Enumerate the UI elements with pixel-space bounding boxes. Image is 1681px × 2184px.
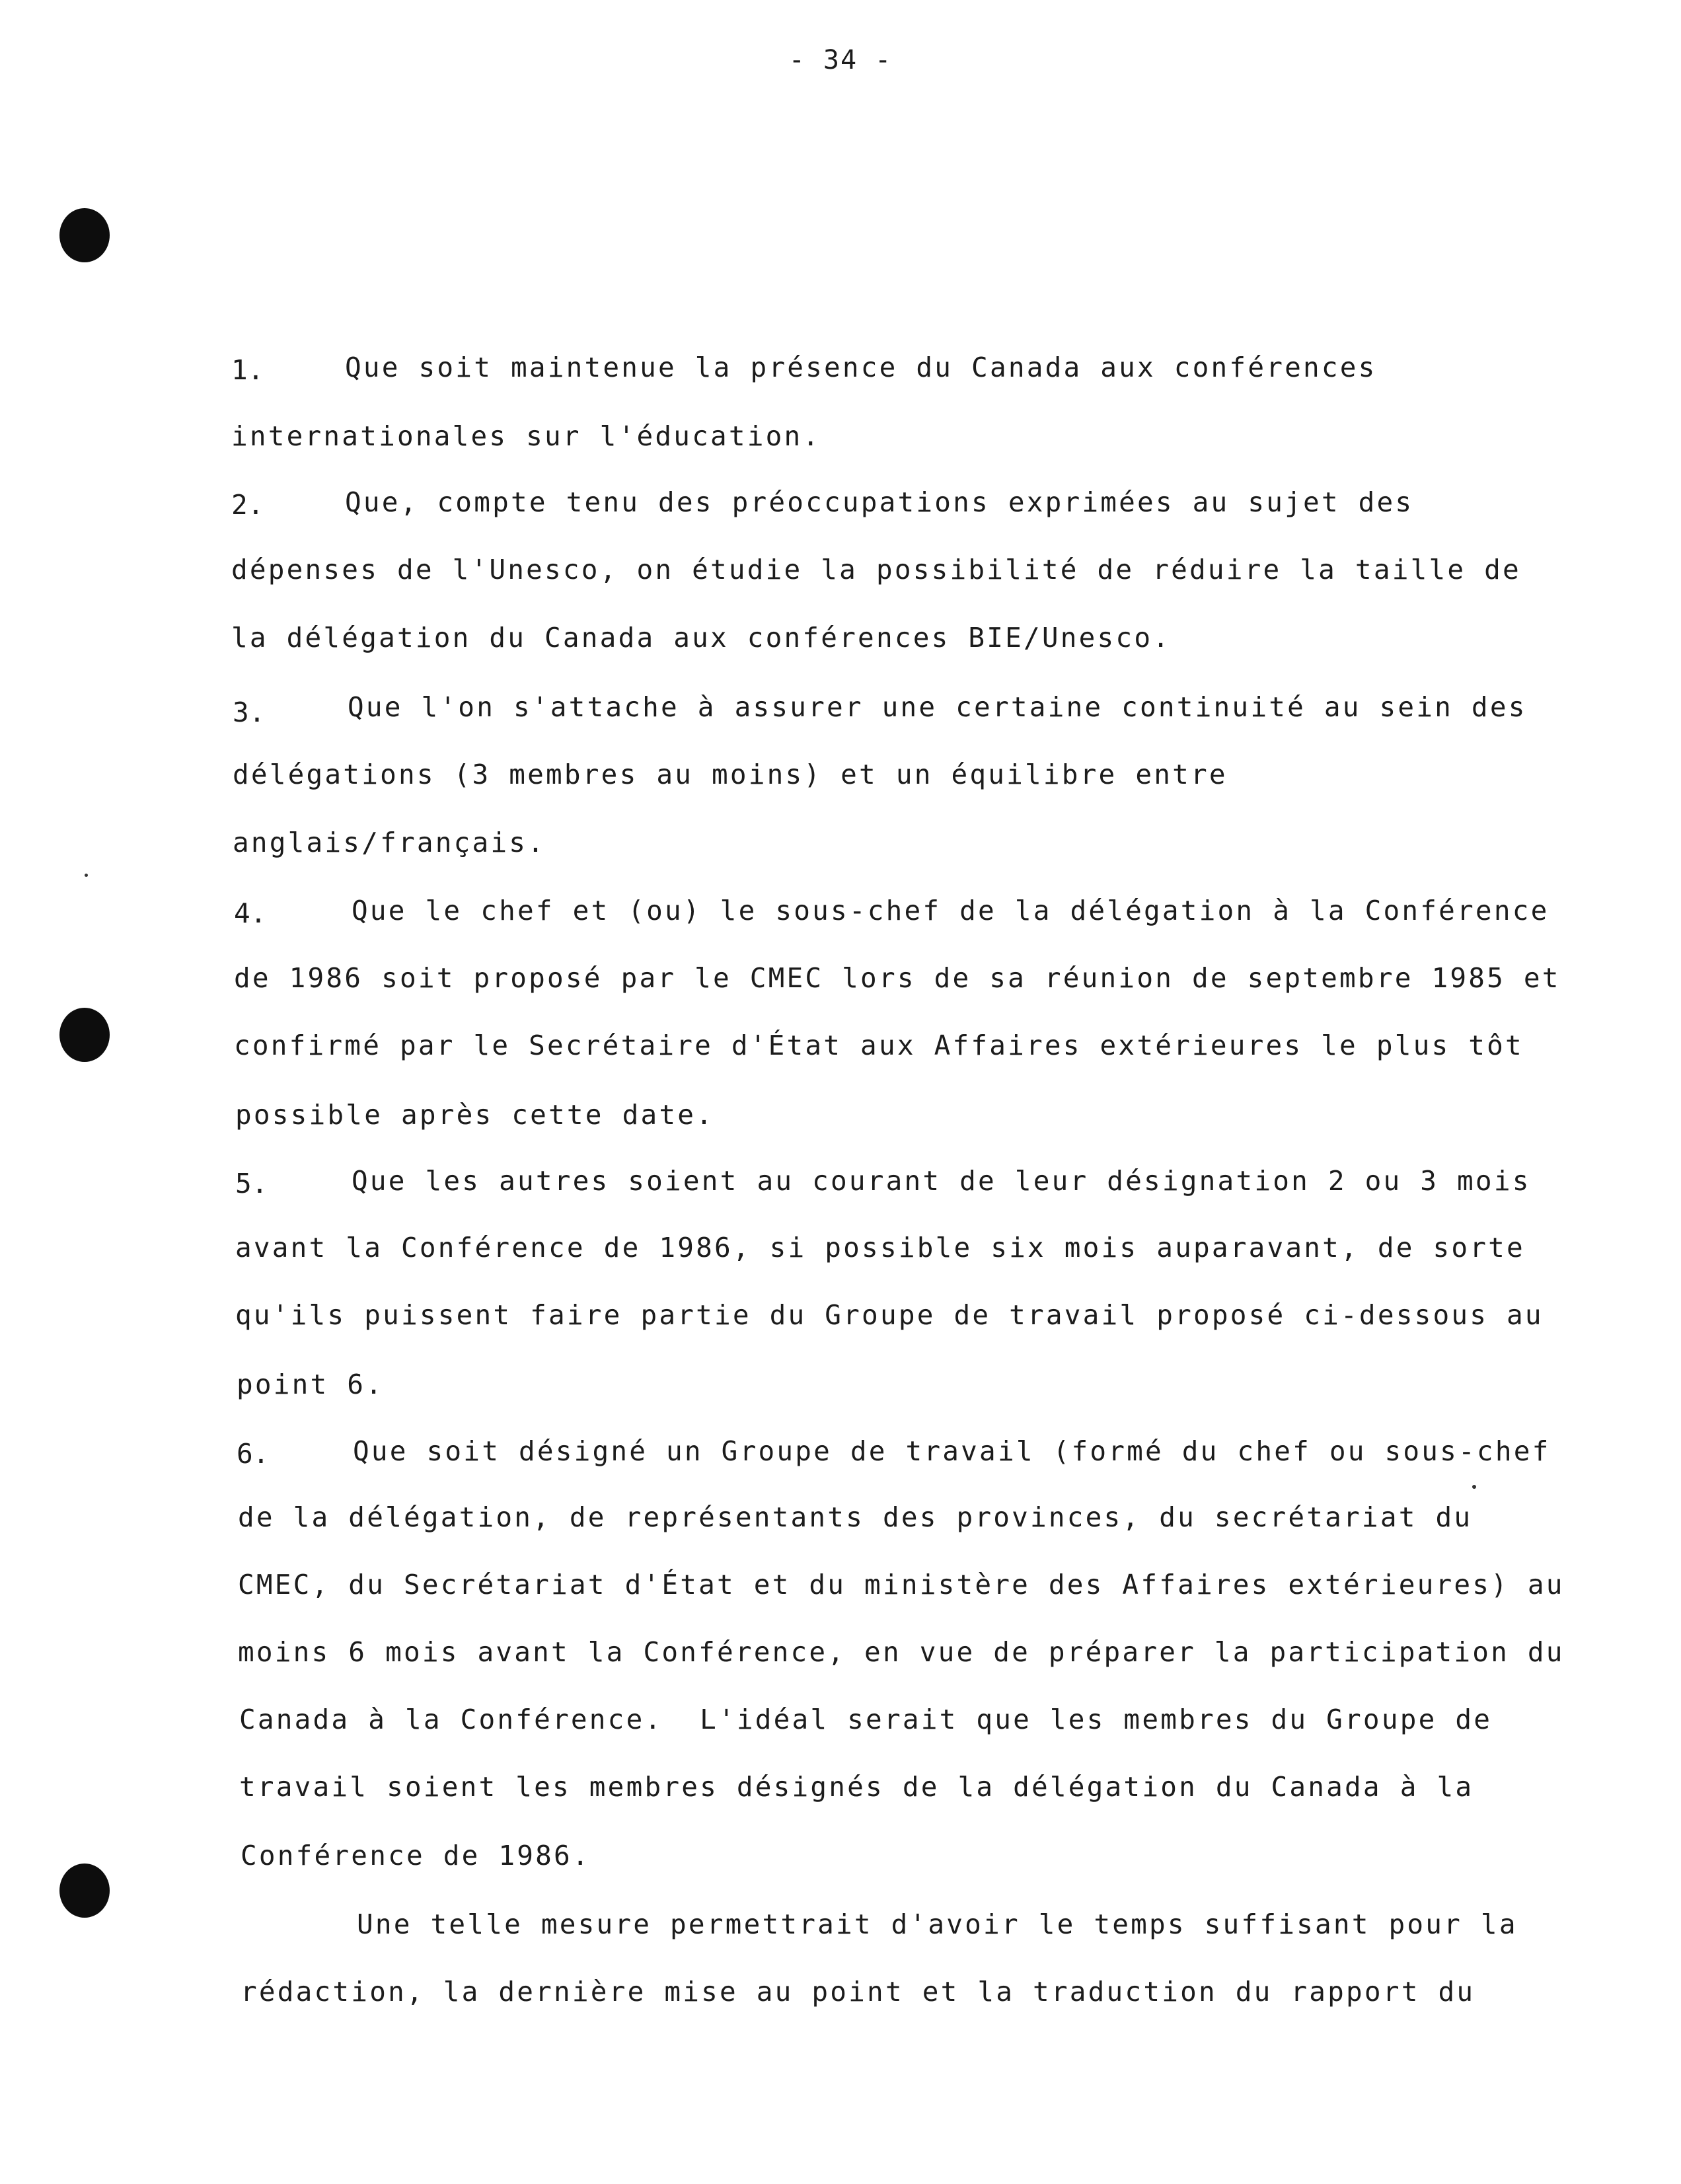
item-number: 3. bbox=[233, 697, 266, 728]
item-line: Que le chef et (ou) le sous-chef de la délégation à la Conférence bbox=[352, 895, 1550, 926]
closing-paragraph-line: rédaction, la dernière mise au point et la traduction du rapport du bbox=[241, 1976, 1476, 2008]
item-line: de 1986 soit proposé par le CMEC lors de sa réunion de septembre 1985 et bbox=[234, 962, 1561, 994]
item-number: 5. bbox=[235, 1168, 268, 1199]
item-line: confirmé par le Secrétaire d'État aux Affaires extérieures le plus tôt bbox=[234, 1030, 1524, 1061]
item-line: Canada à la Conférence. L'idéal serait que les membres du Groupe de bbox=[239, 1704, 1493, 1735]
item-line: avant la Conférence de 1986, si possible six mois auparavant, de sorte bbox=[235, 1232, 1525, 1263]
item-line: internationales sur l'éducation. bbox=[231, 420, 821, 452]
item-number: 4. bbox=[234, 897, 267, 929]
item-line: point 6. bbox=[237, 1369, 385, 1400]
item-line: Conférence de 1986. bbox=[241, 1840, 591, 1871]
closing-paragraph-line: Une telle mesure permettrait d'avoir le temps suffisant pour la bbox=[357, 1908, 1518, 1940]
page-number: - 34 - bbox=[788, 45, 893, 75]
item-line: Que soit désigné un Groupe de travail (formé du chef ou sous-chef bbox=[353, 1435, 1551, 1467]
item-line: délégations (3 membres au moins) et un équilibre entre bbox=[233, 759, 1228, 790]
item-line: de la délégation, de représentants des provinces, du secrétariat du bbox=[238, 1501, 1473, 1533]
item-number: 6. bbox=[237, 1438, 270, 1470]
item-line: Que les autres soient au courant de leur désignation 2 ou 3 mois bbox=[352, 1165, 1531, 1197]
item-line: travail soient les membres désignés de la délégation du Canada à la bbox=[239, 1771, 1474, 1803]
item-number: 1. bbox=[231, 354, 264, 386]
item-line: CMEC, du Secrétariat d'État et du ministère des Affaires extérieures) au bbox=[238, 1569, 1565, 1600]
item-line: la délégation du Canada aux conférences BIE/Unesco. bbox=[231, 622, 1172, 654]
item-line: possible après cette date. bbox=[235, 1099, 714, 1131]
item-line: qu'ils puissent faire partie du Groupe de travail proposé ci-dessous au bbox=[235, 1299, 1544, 1331]
item-line: anglais/français. bbox=[233, 827, 546, 858]
item-line: Que l'on s'attache à assurer une certaine continuité au sein des bbox=[348, 691, 1527, 723]
item-number: 2. bbox=[231, 489, 264, 521]
item-line: moins 6 mois avant la Conférence, en vue de préparer la participation du bbox=[238, 1636, 1565, 1668]
item-line: dépenses de l'Unesco, on étudie la possibilité de réduire la taille de bbox=[231, 554, 1521, 585]
item-line: Que soit maintenue la présence du Canada aux conférences bbox=[345, 352, 1377, 383]
item-line: Que, compte tenu des préoccupations exprimées au sujet des bbox=[345, 486, 1414, 518]
